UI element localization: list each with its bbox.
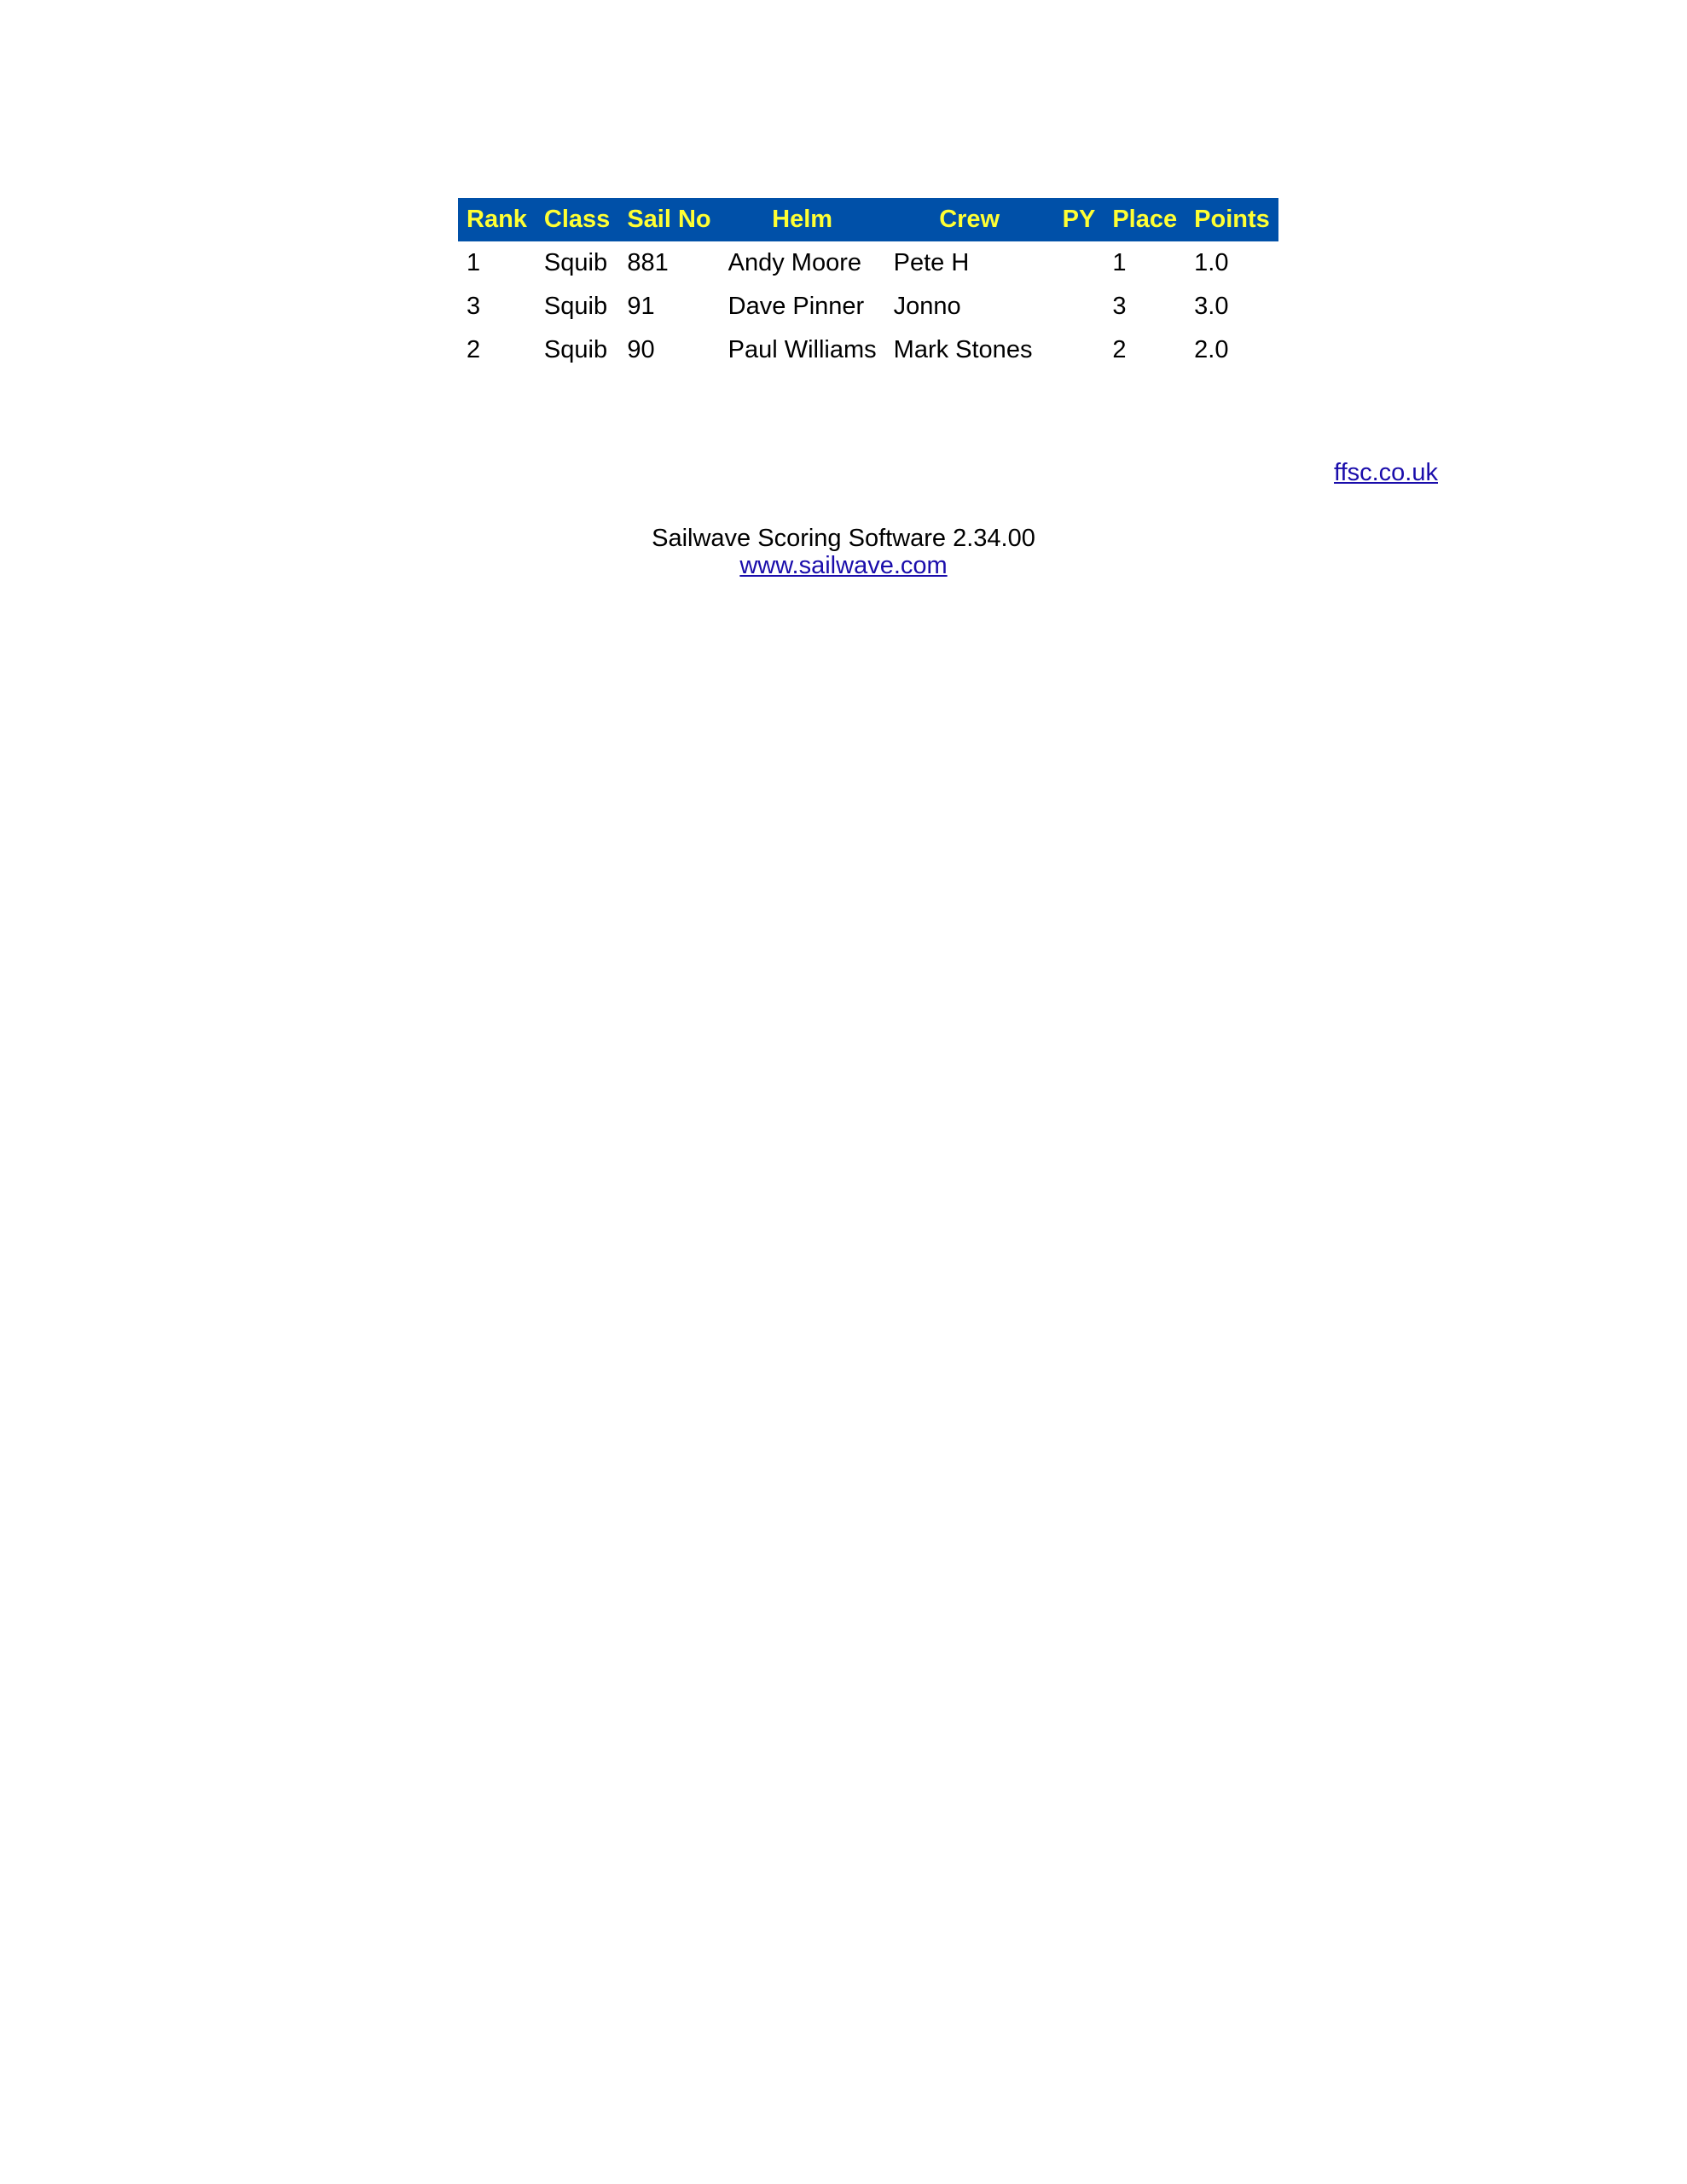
cell-rank: 3 bbox=[467, 293, 481, 320]
column-header-helm: Helm bbox=[720, 198, 885, 241]
column-header-crew: Crew bbox=[885, 198, 1054, 241]
cell-place: 2 bbox=[1112, 336, 1127, 363]
column-header-sail-no: Sail No bbox=[618, 198, 719, 241]
cell-points: 2.0 bbox=[1194, 336, 1229, 363]
cell-class: Squib bbox=[543, 249, 608, 276]
column-header-place: Place bbox=[1104, 198, 1186, 241]
sailwave-website-link[interactable]: www.sailwave.com bbox=[739, 552, 948, 579]
software-credit: Sailwave Scoring Software 2.34.00 bbox=[652, 525, 1035, 552]
cell-rank: 2 bbox=[467, 336, 481, 363]
club-website-link[interactable]: ffsc.co.uk bbox=[1334, 459, 1438, 486]
cell-points: 1.0 bbox=[1194, 249, 1229, 276]
table-row bbox=[458, 241, 1278, 285]
column-header-rank: Rank bbox=[458, 198, 536, 241]
cell-helm: Paul Williams bbox=[728, 336, 877, 363]
column-header-class: Class bbox=[536, 198, 618, 241]
table-header-row bbox=[458, 198, 1278, 241]
table-row bbox=[458, 285, 1278, 328]
cell-rank: 1 bbox=[467, 249, 481, 276]
cell-sail-no: 90 bbox=[627, 336, 655, 363]
column-header-points: Points bbox=[1186, 198, 1278, 241]
cell-crew: Mark Stones bbox=[893, 336, 1033, 363]
column-header-py: PY bbox=[1054, 198, 1104, 241]
results-table bbox=[458, 198, 1278, 372]
cell-crew: Jonno bbox=[893, 293, 961, 320]
cell-sail-no: 881 bbox=[627, 249, 669, 276]
cell-py bbox=[1054, 241, 1104, 285]
cell-points: 3.0 bbox=[1194, 293, 1229, 320]
cell-sail-no: 91 bbox=[627, 293, 655, 320]
cell-crew: Pete H bbox=[893, 249, 970, 276]
footer bbox=[0, 525, 1687, 579]
table-row bbox=[458, 328, 1278, 372]
cell-class: Squib bbox=[543, 293, 608, 320]
cell-place: 3 bbox=[1112, 293, 1127, 320]
cell-place: 1 bbox=[1112, 249, 1127, 276]
cell-py bbox=[1054, 285, 1104, 328]
cell-helm: Dave Pinner bbox=[728, 293, 865, 320]
cell-py bbox=[1054, 328, 1104, 372]
cell-class: Squib bbox=[543, 336, 608, 363]
cell-helm: Andy Moore bbox=[728, 249, 861, 276]
